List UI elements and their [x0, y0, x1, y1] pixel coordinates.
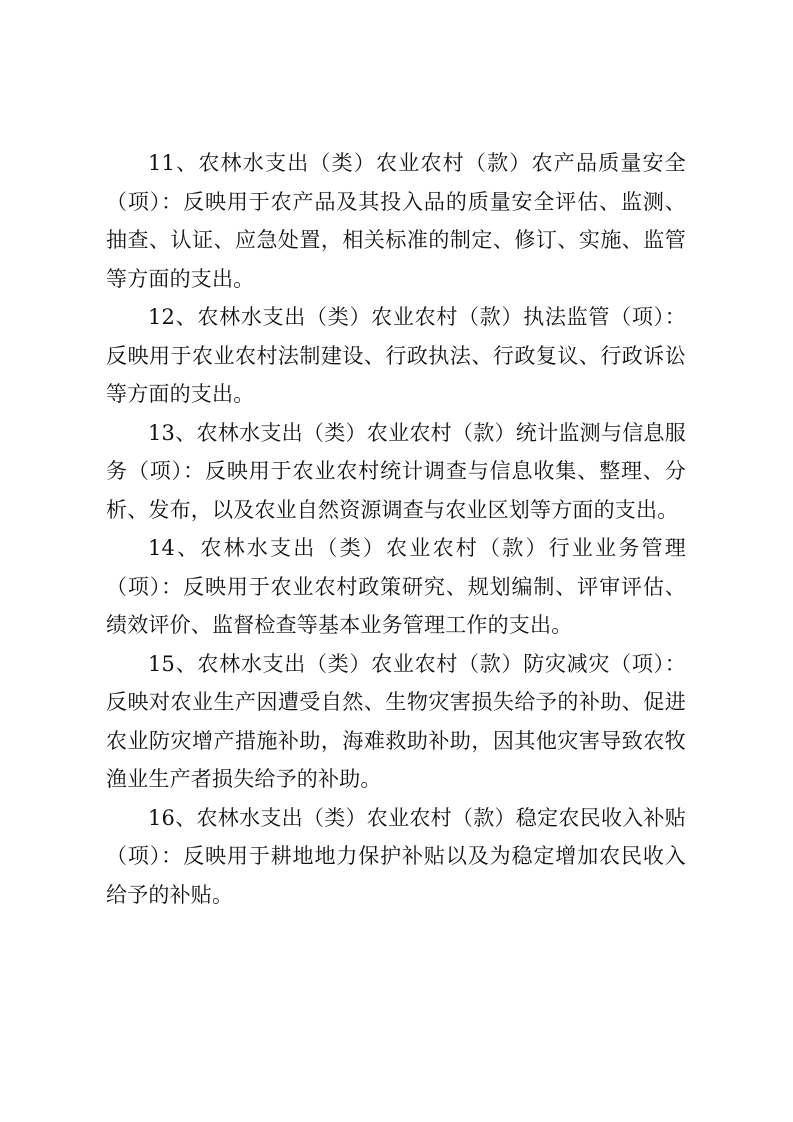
paragraph-item-13: 13、农林水支出（类）农业农村（款）统计监测与信息服务（项）：反映用于农业农村统计调查与信息收集、整理、分析、发布，以及农业自然资源调查与农业区划等方面的支出。: [106, 420, 686, 522]
document-body: [106, 144, 686, 914]
paragraph-item-14: 14、农林水支出（类）农业农村（款）行业业务管理（项）：反映用于农业农村政策研究、规划编制、评审评估、绩效评价、监督检查等基本业务管理工作的支出。: [106, 536, 686, 637]
paragraph-item-16: 16、农林水支出（类）农业农村（款）稳定农民收入补贴（项）：反映用于耕地地力保护补贴以及为稳定增加农民收入给予的补贴。: [106, 805, 686, 907]
paragraph-item-15: 15、农林水支出（类）农业农村（款）防灾减灾（项）：反映对农业生产因遭受自然、生物灾害损失给予的补助、促进农业防灾增产措施补助，海难救助补助，因其他灾害导致农牧渔业生产者损失给予的补助。: [106, 651, 686, 791]
paragraph-item-11: 11、农林水支出（类）农业农村（款）农产品质量安全（项）：反映用于农产品及其投入品的质量安全评估、监测、抽查、认证、应急处置，相关标准的制定、修订、实施、监管等方面的支出。: [106, 151, 686, 291]
paragraph-item-12: 12、农林水支出（类）农业农村（款）执法监管（项）：反映用于农业农村法制建设、行政执法、行政复议、行政诉讼等方面的支出。: [106, 305, 686, 406]
